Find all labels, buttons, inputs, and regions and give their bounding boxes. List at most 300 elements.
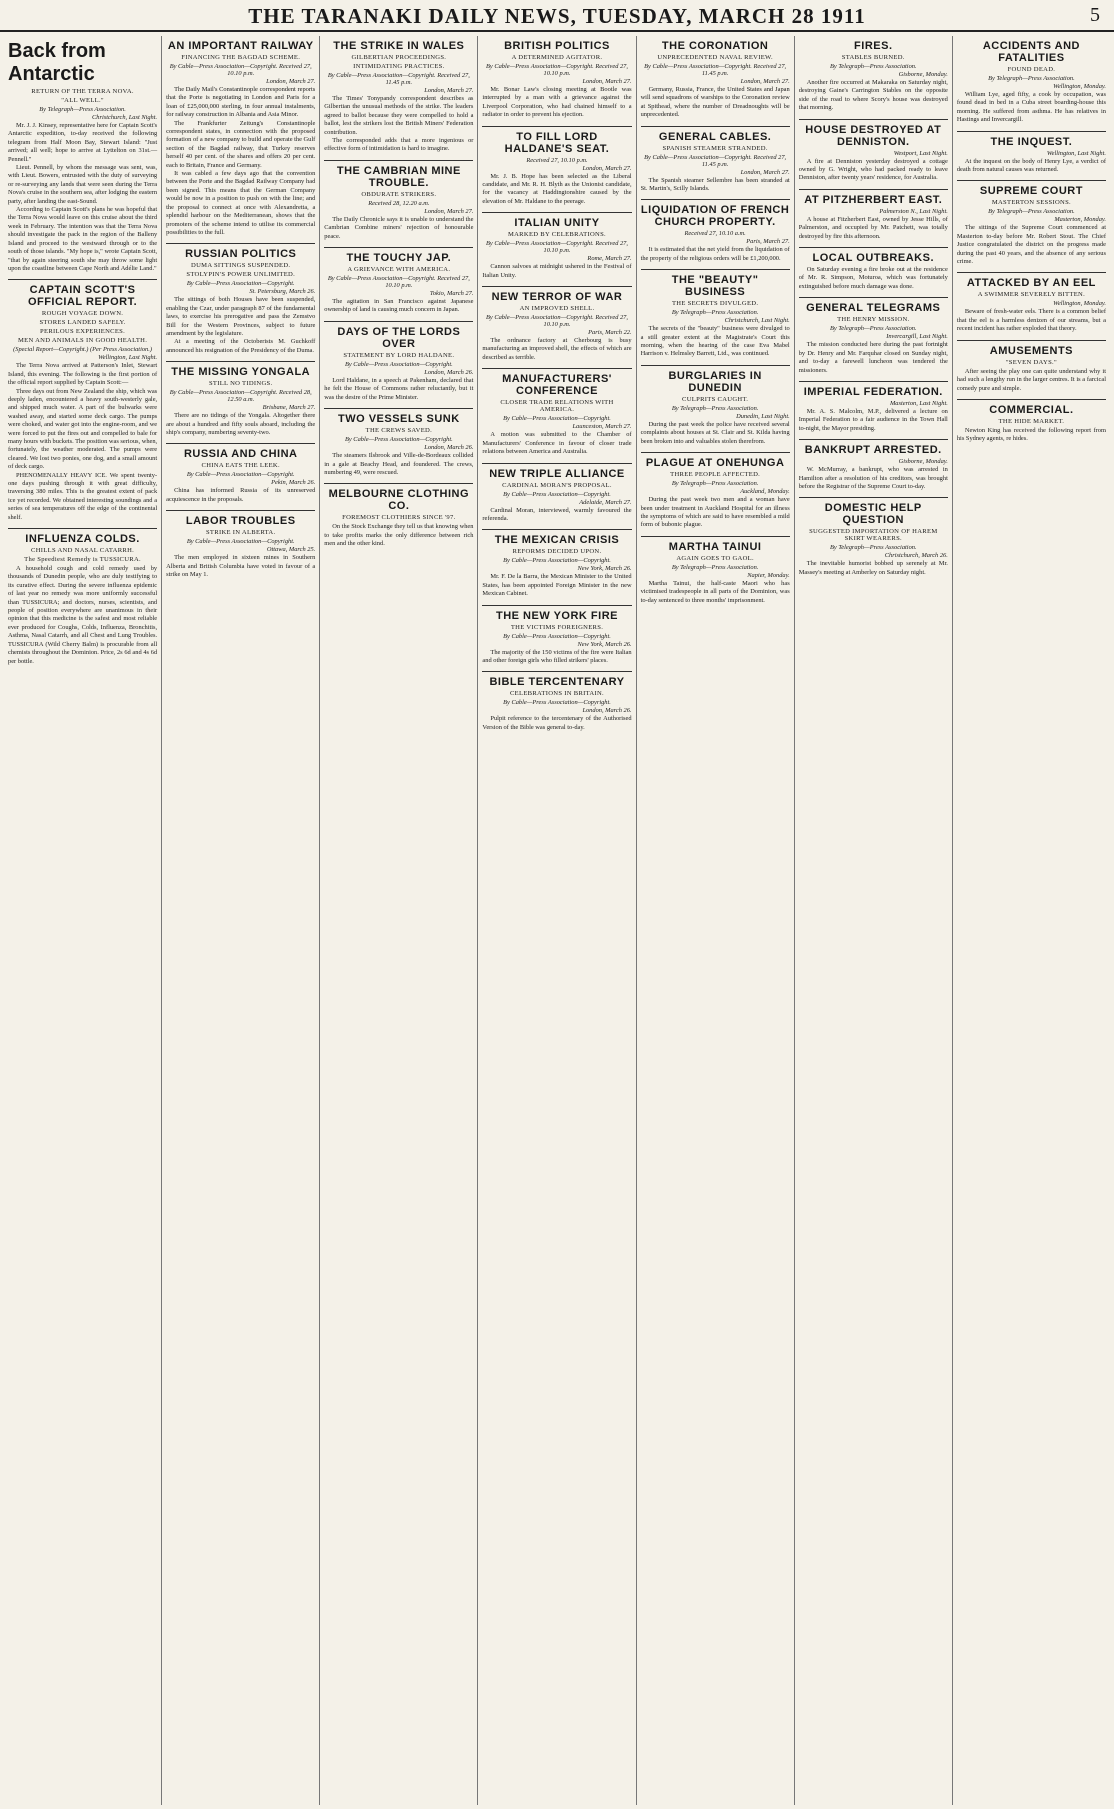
article-subheading: UNPRECEDENTED NAVAL REVIEW. — [657, 54, 773, 61]
article-byline: Received 27, 10.10 p.m. — [526, 156, 588, 164]
article-byline: By Telegraph—Press Association. — [829, 63, 917, 70]
article-dateline: Palmerston N., Last Night. — [879, 207, 948, 215]
article — [166, 443, 315, 504]
article-byline: By Cable—Press Association—Copyright. — [344, 360, 453, 368]
article-subheading: FOREMOST CLOTHIERS SINCE '97. — [342, 514, 456, 522]
article-dateline: Wellington, Last Night. — [1046, 149, 1106, 157]
article-paragraph: At a meeting of the Octoberists M. Guchkoff announced his resignation of the Presidency of the Duma. — [166, 338, 316, 354]
article-headline: ACCIDENTS AND FATALITIES — [982, 40, 1080, 64]
article-paragraph: Mr. F. De la Barra, the Mexican Minister to the United States, has been appointed Foreign Minister in the new Mexican Cabinet. — [482, 573, 632, 598]
article-dateline: Christchurch, Last Night. — [724, 317, 790, 325]
article-dateline: Dunedin, Last Night. — [736, 412, 790, 420]
article — [324, 483, 473, 548]
article-paragraph: Mr. J. B. Hope has been selected as the Liberal candidate, and Mr. R. H. Blyth as the Unionist candidate, for the vacancy at Haddingtonshire caused by the elevation of Mr. Haldane to the peerage. — [482, 172, 632, 205]
article-dateline: Gisborne, Monday. — [898, 71, 948, 78]
article-subheading: AN IMPROVED SHELL. — [519, 305, 595, 313]
article-divider — [799, 297, 948, 298]
article-subheading: THE CREWS SAVED. — [365, 427, 433, 435]
article-divider — [482, 368, 631, 369]
article — [799, 497, 948, 577]
article-headline: BURGLARIES IN DUNEDIN — [668, 369, 762, 394]
article — [8, 279, 157, 522]
article-dateline: Auckland, Monday. — [740, 488, 790, 496]
article-dateline: New York, March 26. — [577, 565, 632, 573]
article-paragraph: The Daily Chronicle says it is unable to understand the Cambrian Combine miners' rejection of honourable peace. — [324, 215, 474, 240]
article-byline: By Telegraph—Press Association. — [671, 480, 759, 488]
article-subheading: AGAIN GOES TO GAOL. — [676, 554, 754, 562]
article-byline: By Cable—Press Association—Copyright. — [503, 490, 611, 498]
article-subheading: CARDINAL MORAN'S PROPOSAL. — [502, 481, 612, 489]
article-divider — [482, 126, 631, 127]
column-3 — [320, 36, 478, 1805]
column-2 — [162, 36, 320, 1805]
article — [482, 605, 631, 666]
article — [482, 212, 631, 280]
article-paragraph: A motion was submitted to the Chamber of Manufacturers' Conference in favour of closer trade relations between America and Australia. — [482, 431, 632, 456]
article-paragraph: The corresponded adds that a more ingenious or effective form of intimidation is hard to imagine. — [324, 137, 474, 153]
article-paragraph: The ordnance factory at Cherbourg is busy manufacturing an improved shell, the effects of which are described as terrible. — [482, 337, 632, 361]
article — [641, 536, 790, 605]
article-dateline: London, March 27. — [424, 87, 474, 94]
article-subheading: SUGGESTED IMPORTATION OF HAREM SKIRT WEARERS. — [809, 528, 938, 543]
article-paragraph: The inevitable humorist bobbed up serenely at Mr. Massey's meeting at Amberley on Saturday night. — [798, 560, 948, 576]
article-paragraph: After seeing the play one can quite understand why it had such a lengthy run in the larger centres. It is a farcical comedy pure and simple. — [956, 367, 1106, 392]
article — [166, 361, 315, 437]
article — [641, 126, 790, 194]
column-7 — [953, 36, 1110, 1805]
article-dateline: London, March 27. — [266, 78, 316, 85]
article-dateline: Christchurch, March 26. — [884, 552, 948, 560]
article-paragraph: The Times' Tonypandy correspondent describes as Gilbertian the unusual methods of the strike. The leaders agreed to ballot because they were compelled to hold a ballot, lest the strikers lost the British Miners' Federation contribution. — [324, 95, 474, 136]
article-subheading: INTIMIDATING PRACTICES. — [353, 63, 445, 70]
article-paragraph: China has informed Russia of its unreserved acquiescence in the proposals. — [166, 487, 316, 503]
article — [799, 297, 948, 375]
article-paragraph: A house at Fitzherbert East, owned by Jesse Hills, of Palmerston, and occupied by Mr. Patchett, was totally destroyed by fire this afternoon. — [798, 215, 948, 240]
article-subheading: PERILOUS EXPERIENCES. — [40, 328, 126, 336]
article-paragraph: On Saturday evening a fire broke out at the residence of Mr. R. Simpson, Moturoa, which was fortunately extinguished before much damage was done. — [798, 266, 948, 290]
article-dateline: St. Petersburg, March 26. — [249, 288, 316, 296]
article-subheading: MEN AND ANIMALS IN GOOD HEALTH. — [17, 337, 148, 345]
article-headline: THE CAMBRIAN MINE TROUBLE. — [336, 164, 461, 189]
article-headline: BRITISH POLITICS — [504, 40, 610, 52]
article-paragraph: The Spanish steamer Sellembre has been stranded at St. Martin's, Scilly Islands. — [640, 176, 790, 193]
article-dateline: London, March 27. — [582, 78, 632, 85]
article — [482, 126, 631, 207]
article-headline: THE "BEAUTY" BUSINESS — [671, 274, 759, 299]
article — [482, 368, 631, 456]
article-dateline: Paris, March 27. — [746, 238, 790, 246]
article-paragraph: Cannon salvoes at midnight ushered in the Festival of Italian Unity. — [482, 263, 632, 279]
article — [324, 160, 473, 241]
article-byline: By Telegraph—Press Association. — [988, 208, 1075, 216]
article — [8, 40, 157, 273]
article-paragraph: Mr. J. J. Kinsey, representative here for Captain Scott's Antarctic expedition, to-day received the following telegram from Half Moon Bay, Stewart Island: "Just arrived; all well; hope to arrive at Lyttelton on 31st.—Pennell." — [8, 122, 158, 163]
article-byline: By Telegraph—Press Association. — [829, 544, 917, 552]
article-dateline: London, March 27. — [582, 164, 632, 172]
article-headline: CAPTAIN SCOTT'S OFFICIAL REPORT. — [27, 284, 138, 309]
article-byline: By Cable—Press Association—Copyright. — [186, 280, 295, 288]
article-divider — [482, 463, 631, 464]
article-headline: RUSSIAN POLITICS — [185, 248, 297, 261]
article-headline: AN IMPORTANT RAILWAY — [167, 40, 314, 52]
article-paragraph: It was cabled a few days ago that the convention between the Porte and the Bagdad Railway Company had been signed. This means that the German Company would be now in a position to push on with the line; and the proposal to connect at once with Alexandretta, a splendid harbour on the Mediterranean, shows that the promoters of the scheme intend to utilise its commercial possibilities to the full. — [166, 170, 316, 236]
article-byline: By Cable—Press Association—Copyright. Received 27, 10.10 p.m. — [169, 63, 312, 77]
article — [482, 529, 631, 598]
article-byline: By Telegraph—Press Association. — [988, 75, 1075, 82]
article-dateline: Brisbane, March 27. — [262, 404, 316, 412]
article-headline: MANUFACTURERS' CONFERENCE — [502, 373, 612, 398]
article-paragraph: The sittings of the Supreme Court commenced at Masterton to-day before Mr. Robert Stout. The Chief Justice congratulated the district on the progress made during the past 40 years, and the absence of any serious crime. — [956, 224, 1106, 266]
article-headline: ITALIAN UNITY — [514, 217, 600, 230]
article-dateline: Wellington, Monday. — [1053, 300, 1106, 308]
article-byline: By Cable—Press Association—Copyright. — [186, 538, 295, 546]
article-paragraph: The steamers Ilsbrook and Ville-de-Bordeaux collided in a gale at Beachy Head, and foundered. The crews, numbering 49, were rescued. — [324, 452, 474, 476]
article-dateline: Paris, March 22. — [588, 329, 632, 337]
article-byline: By Cable—Press Association—Copyright. Received 27, 11.45 p.m. — [644, 153, 787, 168]
article-dateline: Christchurch, Last Night. — [92, 114, 158, 121]
article-divider — [8, 528, 157, 529]
article-divider — [957, 340, 1106, 341]
article-divider — [166, 243, 315, 244]
article-subheading: FINANCING THE BAGDAD SCHEME. — [181, 54, 301, 61]
article-paragraph: According to Captain Scott's plans he was hopeful that the Terra Nova would leave on this cruise about the third week in February. The intention was that the Terra Nova should investigate the pack in the region of the Balleny Island and proceed to the westward through or to the south of those islands. "My hope is," wrote Captain Scott, "that by again steering south she may throw some light upon the coastline between Cape North and Adélie Land." — [8, 206, 158, 272]
article-headline: LABOR TROUBLES — [185, 515, 296, 528]
article-headline: FIRES. — [854, 40, 893, 52]
article-subheading: THREE PEOPLE AFFECTED. — [670, 471, 761, 479]
article — [166, 40, 315, 237]
article-subheading: STABLES BURNED. — [841, 54, 905, 61]
article-subheading: OBDURATE STRIKERS. — [361, 190, 437, 198]
article-divider — [324, 247, 473, 248]
article-divider — [8, 279, 157, 280]
article-paragraph: Newton King has received the following report from his Sydney agents, re hides. — [956, 426, 1106, 443]
article-headline: MARTHA TAINUI — [668, 540, 762, 553]
article — [799, 381, 948, 433]
article-byline: By Cable—Press Association—Copyright. Received 27, 10.10 p.m. — [485, 314, 628, 329]
article-divider — [957, 399, 1106, 400]
article — [641, 40, 790, 120]
article-paragraph: The majority of the 150 victims of the fire were Italian and other foreign girls who filled strikers' places. — [482, 648, 632, 664]
article-byline: By Telegraph—Press Association. — [829, 325, 917, 333]
article-dateline: Tokio, March 27. — [429, 290, 474, 298]
column-4 — [478, 36, 636, 1805]
article-byline: By Cable—Press Association—Copyright. Received 27, 10.10 p.m. — [485, 240, 628, 255]
article-headline: HOUSE DESTROYED AT DENNISTON. — [805, 123, 942, 148]
article-divider — [641, 536, 790, 537]
article-divider — [482, 286, 631, 287]
article-paragraph: Cardinal Moran, interviewed, warmly favoured the referenda. — [482, 506, 632, 522]
article-divider — [799, 497, 948, 498]
article-byline: By Cable—Press Association—Copyright. — [344, 436, 453, 444]
column-5 — [637, 36, 795, 1805]
article-dateline: Pekin, March 26. — [271, 479, 316, 487]
article — [324, 321, 473, 402]
article-divider — [799, 439, 948, 440]
article — [799, 40, 948, 113]
article — [324, 247, 473, 315]
article-subheading: STATEMENT BY LORD HALDANE. — [343, 351, 455, 359]
article — [799, 119, 948, 183]
article-dateline: Gisborne, Monday. — [898, 458, 948, 466]
article-paragraph: Pulpit reference to the tercentenary of the Authorised Version of the Bible was general to-day. — [482, 715, 632, 731]
article-byline: (Special Report—Copyright.) (Per Press Association.) — [13, 346, 152, 354]
article-dateline: Ottawa, March 25. — [266, 546, 316, 554]
article-headline: LIQUIDATION OF FRENCH CHURCH PROPERTY. — [640, 204, 790, 229]
article-byline: Received 27, 10.10 a.m. — [684, 230, 746, 238]
article — [482, 40, 631, 120]
article-byline: By Cable—Press Association—Copyright. Received 28, 12.50 a.m. — [169, 389, 312, 404]
article-headline: IMPERIAL FEDERATION. — [803, 385, 943, 398]
article — [799, 189, 948, 241]
article — [641, 452, 790, 530]
article-dateline: Adelaide, March 27. — [579, 498, 632, 506]
article-subheading: A DETERMINED AGITATOR. — [511, 54, 603, 61]
article-dateline: London, March 27. — [740, 78, 790, 85]
article — [799, 439, 948, 491]
article-subheading: STORES LANDED SAFELY. — [39, 319, 126, 327]
article-dateline: New York, March 26. — [577, 640, 632, 648]
masthead — [0, 0, 1114, 32]
article-dateline: Masterton, Last Night. — [889, 399, 948, 407]
article-headline: COMMERCIAL. — [989, 403, 1074, 416]
article-paragraph: The agitation in San Francisco against Japanese ownership of land is causing much concern in Japan. — [324, 298, 474, 314]
article-subheading: A GRIEVANCE WITH AMERICA. — [347, 266, 451, 274]
article-divider — [166, 510, 315, 511]
article-headline: ATTACKED BY AN EEL — [966, 277, 1096, 290]
article-headline: NEW TERROR OF WAR — [491, 291, 623, 304]
article — [482, 671, 631, 732]
article — [641, 269, 790, 359]
article-subheading: "SEVEN DAYS." — [1005, 358, 1057, 366]
article-dateline: Masterton, Monday. — [1054, 216, 1106, 224]
article-divider — [641, 452, 790, 453]
article-byline: By Cable—Press Association—Copyright. — [503, 415, 611, 423]
article-subheading: SPANISH STEAMER STRANDED. — [662, 144, 768, 152]
article-subheading: GILBERTIAN PROCEEDINGS. — [351, 54, 447, 61]
article-dateline: London, March 26. — [424, 368, 474, 376]
article-headline: THE NEW YORK FIRE — [496, 609, 618, 622]
article-dateline: London, March 27. — [424, 207, 474, 215]
article — [641, 365, 790, 446]
article-paragraph: During the past week two men and a woman have been under treatment in Auckland Hospital for an illness the symptoms of which are said to have resembled a mild form of bubonic plague. — [640, 496, 790, 529]
article-divider — [641, 365, 790, 366]
article-paragraph: Lord Haldane, in a speech at Pakenham, declared that he felt the House of Commons rather reluctantly, but it was the desire of the Prime Minister. — [324, 376, 474, 401]
article-subheading: DUMA SITTINGS SUSPENDED. — [191, 262, 291, 270]
article-headline: THE MISSING YONGALA — [171, 366, 311, 379]
article-byline: By Cable—Press Association—Copyright. — [503, 699, 611, 707]
article — [957, 180, 1106, 266]
article-paragraph: The Daily Mail's Constantinople correspondent reports that the Porte is negotiating in London and Paris for a loan of £25,000,000 sterling, in four annual instalments, for railway construction in Albania and Asia Minor. — [166, 86, 316, 119]
article-subheading: THE SECRETS DIVULGED. — [671, 300, 759, 308]
article-subheading: CLOSER TRADE RELATIONS WITH AMERICA. — [500, 399, 614, 414]
article-divider — [799, 119, 948, 120]
article-paragraph: A fire at Denniston yesterday destroyed a cottage owned by G. Wright, who had packed ready to leave Denniston, after twenty years' residence, for Australia. — [798, 157, 948, 182]
article-subheading: THE HIDE MARKET. — [998, 417, 1065, 425]
article-subheading: FOUND DEAD. — [1007, 66, 1056, 73]
article-headline: MELBOURNE CLOTHING CO. — [328, 488, 470, 513]
article-byline: By Cable—Press Association—Copyright. Received 27, 11.45 p.m. — [327, 72, 470, 86]
article-divider — [482, 212, 631, 213]
article-subheading: STILL NO TIDINGS. — [208, 380, 273, 388]
article-paragraph: William Lye, aged fifty, a cook by occupation, was found dead in bed in a Cuba street boarding-house this morning. He suffered from asthma. He has relatives in Hastings and Invercargill. — [956, 91, 1106, 124]
article-divider — [324, 321, 473, 322]
article — [641, 199, 790, 263]
article-subheading: A SWIMMER SEVERELY BITTEN. — [977, 291, 1086, 299]
article-paragraph: Mr. Bonar Law's closing meeting at Bootle was interrupted by a man with a grievance against the Liverpool Corporation, who had chained himself to a radiator in order to prevent his ejection. — [482, 86, 632, 119]
article-subheading: ROUGH VOYAGE DOWN. — [41, 310, 124, 318]
article-paragraph: A household cough and cold remedy used by thousands of Dunedin people, who are duly testifying to its curative effect. During the severe influenza epidemic of last year no remedy was more uniformly successful than TUSSICURA; and doctors, nurses, scientists, and people of position everywhere are unanimous in their opinion that this medicine is the safest and most reliable ever produced for Coughs, Colds, Influenza, Bronchitis, Asthma, Nasal Catarrh, and all Chest and Lung Troubles. TUSSICURA (Wild Cherry Balm) is procurable from all chemists throughout the Dominion. Price, 2s 6d and 4s 6d per bottle. — [8, 565, 158, 665]
article-dateline: Launceston, March 27. — [572, 423, 632, 431]
article-subheading: The Speediest Remedy is TUSSICURA. — [24, 556, 141, 564]
article-byline: By Telegraph—Press Association. — [671, 563, 759, 571]
article-paragraph: On the Stock Exchange they tell us that knowing when to take profits marks the only difference between rich men and the other kind. — [324, 523, 474, 548]
article-paragraph: Germany, Russia, France, the United States and Japan will send squadrons of warships to the Coronation review at Spithead, where the number of Dreadnoughts will be unprecedented. — [640, 86, 790, 119]
article-headline: Back from Antarctic — [8, 40, 106, 85]
article-headline: GENERAL TELEGRAMS — [806, 302, 941, 315]
article-byline: By Cable—Press Association—Copyright. — [503, 632, 611, 640]
article-headline: RUSSIA AND CHINA — [183, 448, 298, 461]
column-6 — [795, 36, 953, 1805]
article-paragraph: At the inquest on the body of Henry Lye, a verdict of death from natural causes was returned. — [956, 157, 1106, 174]
article-paragraph: W. McMurray, a bankrupt, who was arrested in Hamilton after a resolution of his creditors, was brought before the Registrar of the Supreme Court to-day. — [798, 466, 948, 490]
article-paragraph: Martha Tainui, the half-caste Maori who has victimised tradespeople in all parts of the Dominion, was to-day sentenced to three months' imprisonment. — [640, 579, 790, 604]
article-dateline: Invercargill, Last Night. — [886, 333, 948, 341]
article — [957, 272, 1106, 333]
article-divider — [799, 381, 948, 382]
article-headline: LOCAL OUTBREAKS. — [812, 252, 934, 265]
article-divider — [324, 483, 473, 484]
article-subheading: CHILLS AND NASAL CATARRH. — [31, 547, 135, 555]
article-headline: AMUSEMENTS — [989, 344, 1074, 357]
article — [166, 243, 315, 355]
article — [957, 340, 1106, 393]
article-headline: THE TOUCHY JAP. — [346, 252, 452, 265]
article-subheading: MARKED BY CELEBRATIONS. — [507, 231, 607, 239]
article-dateline: London, March 26. — [582, 707, 632, 715]
article-paragraph: It is estimated that the net yield from the liquidation of the property of the religious orders will be £1,200,000. — [640, 246, 790, 262]
article-divider — [482, 529, 631, 530]
article-dateline: Napier, Monday. — [747, 571, 790, 579]
article-headline: THE STRIKE IN WALES — [333, 40, 465, 52]
article-headline: DAYS OF THE LORDS OVER — [337, 325, 461, 350]
article-byline: By Cable—Press Association—Copyright. Received 27, 10.10 p.m. — [485, 63, 628, 77]
article-paragraph: The mission conducted here during the past fortnight by Dr. Henry and Mr. Farquhar closed on Sunday night, and to-day a farewell luncheon was tendered the missioners. — [798, 341, 948, 374]
article-headline: DOMESTIC HELP QUESTION — [824, 502, 922, 527]
article-headline: THE CORONATION — [661, 40, 769, 52]
article-byline: By Cable—Press Association—Copyright. Received 27, 11.45 p.m. — [644, 63, 787, 77]
article-divider — [641, 199, 790, 200]
article-paragraph: The men employed in sixteen mines in Southern Alberta and British Columbia have voted in favour of a strike on May 1. — [166, 554, 316, 578]
article-paragraph: Beware of fresh-water eels. There is a common belief that the eel is a harmless denizen of our streams, but a recent incident has rather exploded that theory. — [956, 308, 1106, 333]
article-byline: By Telegraph—Press Association. — [39, 106, 126, 113]
article-dateline: Rome, March 27. — [587, 255, 632, 263]
article — [957, 399, 1106, 444]
article-divider — [799, 247, 948, 248]
article-paragraph: There are no tidings of the Yongala. Altogether there are about a hundred and fifty souls aboard, including the ship's company, numbering seventy-two. — [166, 412, 316, 436]
article-dateline: Wellington, Monday. — [1053, 83, 1106, 90]
article-paragraph: The secrets of the "beauty" business were divulged to a still greater extent at the Magistrate's Court this morning, when the hearing of the case Eva Mabel Harrison v. Helmsley Barrett, Ltd., was continued. — [640, 325, 790, 358]
article — [957, 131, 1106, 175]
article-headline: INFLUENZA COLDS. — [25, 533, 140, 546]
article-paragraph: Lieut. Pennell, by whom the message was sent, was, with Lieut. Bowers, entrusted with the duty of surveying or re-surveying any lands that were seen during the Terra Nova's cruise in the southern sea, after lodging the eastern party, after landing the east-Sound. — [8, 164, 158, 205]
article-headline: THE INQUEST. — [990, 135, 1073, 148]
article-subheading: RETURN OF THE TERRA NOVA. — [31, 88, 134, 95]
article-dateline: Wellington, Last Night. — [98, 354, 158, 362]
article-paragraph: PHENOMENALLY HEAVY ICE. We spent twenty-one days pushing through it with great difficulty, traversing 380 miles. This is the greatest extent of pack ice yet recorded. We obtained interesting soundings and a series of sea temperatures off the edge of the continental shelf. — [8, 471, 158, 521]
page-number: 5 — [1090, 4, 1100, 26]
article-headline: GENERAL CABLES. — [658, 130, 772, 143]
article — [957, 40, 1106, 125]
article-paragraph: The Terra Nova arrived at Patterson's Inlet, Stewart Island, this evening. The following is the first portion of the official report supplied by Captain Scott:— — [8, 362, 158, 387]
article-headline: PLAGUE AT ONEHUNGA — [645, 457, 785, 470]
article-divider — [166, 361, 315, 362]
article-paragraph: The Frankfurter Zeitung's Constantinople correspondent states, in connection with the proposed formation of a new company to build and operate the Gulf section of the Bagdad railway, that Turkey reserves herself 40 per cent. of the shares and offers 20 per cent. each to Britain, France and Germany. — [166, 119, 316, 169]
article — [799, 247, 948, 291]
article — [324, 40, 473, 154]
article-divider — [641, 269, 790, 270]
article-headline: NEW TRIPLE ALLIANCE — [489, 467, 625, 480]
article-headline: BIBLE TERCENTENARY — [489, 676, 625, 689]
article-subheading: THE VICTIMS FOREIGNERS. — [510, 623, 604, 631]
article-subheading: CELEBRATIONS IN BRITAIN. — [509, 690, 605, 698]
article-dateline: Westport, Last Night. — [893, 149, 948, 157]
article-headline: AT PITZHERBERT EAST. — [804, 193, 943, 206]
article-subheading: STOLYPIN'S POWER UNLIMITED. — [186, 271, 296, 279]
article-divider — [957, 272, 1106, 273]
article-divider — [482, 605, 631, 606]
article-divider — [482, 671, 631, 672]
article — [8, 528, 157, 666]
article — [324, 408, 473, 477]
article-divider — [324, 160, 473, 161]
article-subheading: MASTERTON SESSIONS. — [991, 199, 1072, 207]
article-divider — [166, 443, 315, 444]
article-headline: TWO VESSELS SUNK — [338, 413, 460, 426]
article-dateline: London, March 27. — [740, 168, 790, 176]
article — [482, 463, 631, 524]
columns-container — [4, 36, 1110, 1805]
article-divider — [641, 126, 790, 127]
article — [482, 286, 631, 362]
article-subheading: THE HENRY MISSION. — [837, 316, 910, 324]
article-subheading: CHINA EATS THE LEEK. — [201, 462, 280, 470]
article-byline: By Cable—Press Association—Copyright. — [503, 557, 611, 565]
article-byline: Received 28, 12.20 a.m. — [368, 199, 430, 207]
article-headline: BANKRUPT ARRESTED. — [804, 444, 942, 457]
article-byline: By Cable—Press Association—Copyright. — [186, 471, 295, 479]
article-paragraph: The sittings of both Houses have been suspended, enabling the Czar, under paragraph 87 of the fundamental laws, to exercise his prerogative and pass the Zemstvo Bill for the Western Provinces, subject to future amendment by the legislature. — [166, 296, 316, 337]
article-subheading: CULPRITS CAUGHT. — [682, 395, 749, 403]
article-subheading: STRIKE IN ALBERTA. — [205, 529, 276, 537]
article-subheading: "ALL WELL." — [61, 97, 104, 104]
article-byline: By Telegraph—Press Association. — [671, 404, 759, 412]
article-divider — [957, 180, 1106, 181]
article-divider — [957, 131, 1106, 132]
article-divider — [799, 189, 948, 190]
article-subheading: REFORMS DECIDED UPON. — [512, 548, 602, 556]
article-divider — [324, 408, 473, 409]
article-paragraph: During the past week the police have received several complaints about houses at St. Clair and St. Kilda having been broken into and valuables stolen therefrom. — [640, 420, 790, 445]
article-headline: SUPREME COURT — [979, 185, 1083, 198]
article — [166, 510, 315, 579]
article-headline: TO FILL LORD HALDANE'S SEAT. — [504, 130, 610, 155]
article-paragraph: Another fire occurred at Makaraka on Saturday night, destroying Gaine's Carrington Stables on the opposite side of the road to where Scory's house was destroyed that morning. — [798, 79, 948, 112]
article-paragraph: Mr. A. S. Malcolm, M.P., delivered a lecture on Imperial Federation to a fair audience in the Town Hall to-night, the Mayor presiding. — [798, 407, 948, 432]
newspaper-title: THE TARANAKI DAILY NEWS, TUESDAY, MARCH 28 1911 — [248, 4, 866, 28]
article-headline: THE MEXICAN CRISIS — [494, 534, 620, 547]
article-byline: By Telegraph—Press Association. — [671, 309, 759, 317]
article-paragraph: Three days out from New Zealand the ship, which was deeply laden, encountered a heavy south-westerly gale, and shipped much water. A part of the bulwarks were washed away, and started some deck cargo. The pumps were choked, and water got into the engine-room, and we were forced to put the fires out and compelled to bale for many hours with buckets. The position was serious, when, fortunately, the weather moderated. The pumps were cleared. We lost two ponies, one dog, and a small amount of deck cargo. — [8, 387, 158, 471]
